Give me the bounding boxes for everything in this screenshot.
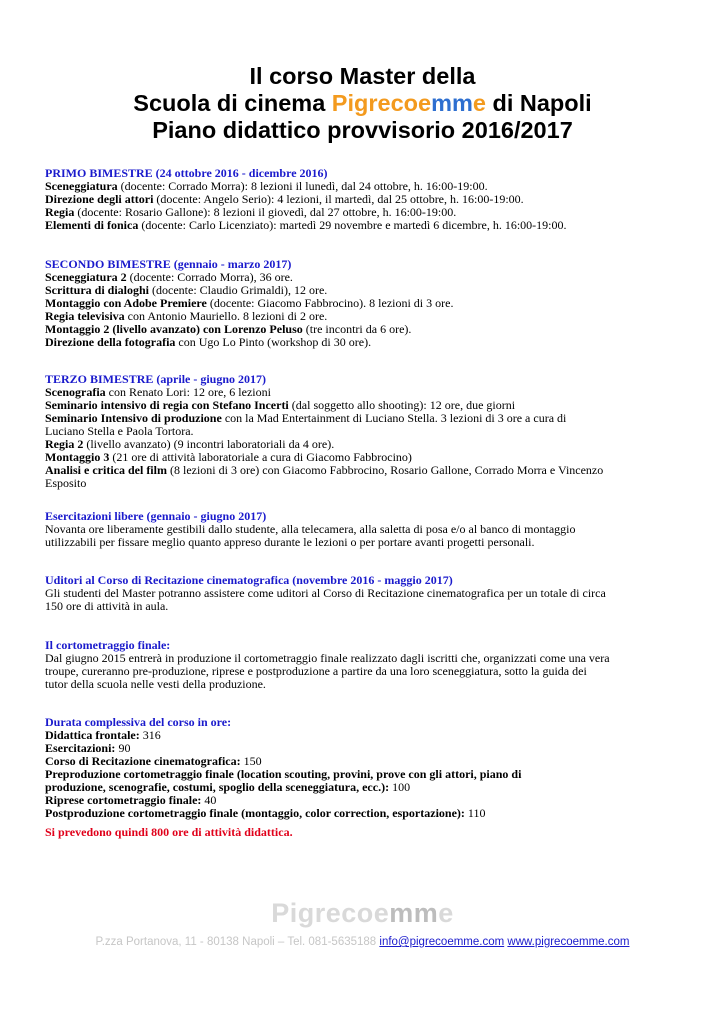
- course-detail: (tre incontri da 6 ore).: [302, 322, 412, 336]
- hours-label: produzione, scenografie, costumi, spoglio della sceneggiatura, ecc.):: [45, 780, 390, 794]
- address-text: P.zza Portanova, 11 - 80138 Napoli – Tel. 081-5635188: [95, 936, 380, 948]
- section-heading: Uditori al Corso di Recitazione cinematografica (novembre 2016 - maggio 2017): [45, 573, 453, 587]
- footer-logo: [0, 898, 725, 929]
- course-detail: (docente: Giacomo Fabbrocino). 8 lezioni di 3 ore.: [206, 296, 454, 310]
- hours-label: Postproduzione cortometraggio finale (montaggio, color correction, esportazione):: [45, 806, 465, 820]
- website-link[interactable]: www.pigrecoemme.com: [507, 936, 630, 948]
- hours-label: Riprese cortometraggio finale:: [45, 793, 202, 807]
- course-detail: con Antonio Mauriello. 8 lezioni di 2 ore.: [124, 309, 328, 323]
- hours-label: Didattica frontale:: [45, 728, 140, 742]
- course-name: Montaggio con Adobe Premiere: [45, 296, 207, 310]
- course-detail: (docente: Claudio Grimaldi), 12 ore.: [149, 283, 328, 297]
- section-secondo-bimestre: [45, 258, 685, 349]
- title-line-2-prefix: Scuola di cinema: [133, 90, 332, 116]
- section-heading: Durata complessiva del corso in ore:: [45, 715, 232, 729]
- course-name: Sceneggiatura: [45, 179, 118, 193]
- course-detail: (docente: Angelo Serio): 4 lezioni, il martedì, dal 25 ottobre, h. 16:00-19:00.: [153, 192, 524, 206]
- course-name: Direzione degli attori: [45, 192, 154, 206]
- section-cortometraggio: [45, 639, 685, 691]
- section-heading: Il cortometraggio finale:: [45, 638, 171, 652]
- section-esercitazioni-libere: [45, 510, 685, 549]
- title-brand-part-3: e: [472, 90, 486, 116]
- paragraph-line: tutor della scuola nelle vesti della produzione.: [45, 677, 266, 691]
- course-detail: (8 lezioni di 3 ore) con Giacomo Fabbrocino, Rosario Gallone, Corrado Morra e Vincenzo: [166, 463, 604, 477]
- course-name: Sceneggiatura 2: [45, 270, 127, 284]
- hours-value: 40: [201, 793, 217, 807]
- hours-value: 90: [115, 741, 131, 755]
- section-heading: Esercitazioni libere (gennaio - giugno 2017): [45, 509, 267, 523]
- section-heading: PRIMO BIMESTRE (24 ottobre 2016 - dicembre 2016): [45, 166, 328, 180]
- title-line-3: Piano didattico provvisorio 2016/2017: [152, 117, 573, 143]
- course-detail: con la Mad Entertainment di Luciano Stella. 3 lezioni di 3 ore a cura di: [221, 411, 567, 425]
- hours-line: [45, 729, 685, 742]
- hours-value: 100: [389, 780, 411, 794]
- course-detail: (docente: Rosario Gallone): 8 lezioni il giovedì, dal 27 ottobre, h. 16:00-19:00.: [74, 205, 457, 219]
- hours-value: 316: [139, 728, 161, 742]
- course-detail: (livello avanzato) (9 incontri laboratoriali da 4 ore).: [83, 437, 335, 451]
- paragraph-line: Novanta ore liberamente gestibili dallo studente, alla telecamera, alla saletta di posa e/o al banco di montaggio: [45, 522, 576, 536]
- title-brand-part-1: Pigrecoe: [331, 90, 432, 116]
- email-link[interactable]: info@pigrecoemme.com: [379, 936, 505, 948]
- section-durata: [45, 716, 685, 839]
- paragraph-line: Gli studenti del Master potranno assistere come uditori al Corso di Recitazione cinematografica per un totale di circa: [45, 586, 606, 600]
- course-name: Regia: [45, 205, 75, 219]
- title-line-2: [0, 90, 725, 117]
- footer-logo-part-1: Pigrecoe: [271, 898, 390, 928]
- section-terzo-bimestre: [45, 373, 685, 490]
- section-uditori: [45, 574, 685, 613]
- course-detail: (docente: Corrado Morra): 8 lezioni il lunedì, dal 24 ottobre, h. 16:00-19:00.: [117, 179, 488, 193]
- course-name: Regia televisiva: [45, 309, 125, 323]
- section-heading: TERZO BIMESTRE (aprile - giugno 2017): [45, 372, 267, 386]
- paragraph-line: Dal giugno 2015 entrerà in produzione il cortometraggio finale realizzato dagli iscritti che, organizzati come una vera: [45, 651, 610, 665]
- course-name: Scenografia: [45, 385, 106, 399]
- document-title: [0, 63, 725, 144]
- course-line: [45, 219, 685, 232]
- hours-label: Corso di Recitazione cinematografica:: [45, 754, 241, 768]
- course-name: Regia 2: [45, 437, 84, 451]
- title-line-1: Il corso Master della: [249, 63, 476, 89]
- course-name: Montaggio 3: [45, 450, 110, 464]
- course-detail: (docente: Carlo Licenziato): martedì 29 novembre e martedì 6 dicembre, h. 16:00-19:00.: [138, 218, 567, 232]
- footer-logo-part-3: e: [438, 898, 454, 928]
- hours-label: Preproduzione cortometraggio finale (location scouting, provini, prove con gli attori, piano di: [45, 767, 522, 781]
- hours-label: Esercitazioni:: [45, 741, 116, 755]
- course-name: Seminario Intensivo di produzione: [45, 411, 222, 425]
- total-hours-note: Si prevedono quindi 800 ore di attività didattica.: [45, 825, 293, 839]
- paragraph-line: utilizzabili per fissare meglio quanto appreso durante le lezioni o per portare avanti progetti personali.: [45, 535, 535, 549]
- course-name: Scrittura di dialoghi: [45, 283, 150, 297]
- course-name: Seminario intensivo di regia con Stefano Incerti: [45, 398, 289, 412]
- section-heading: SECONDO BIMESTRE (gennaio - marzo 2017): [45, 257, 292, 271]
- course-line: [45, 464, 685, 477]
- course-detail: con Ugo Lo Pinto (workshop di 30 ore).: [175, 335, 372, 349]
- course-detail: (docente: Corrado Morra), 36 ore.: [126, 270, 293, 284]
- hours-line: [45, 807, 685, 820]
- course-detail: (21 ore di attività laboratoriale a cura di Giacomo Fabbrocino): [109, 450, 412, 464]
- course-detail: (dal soggetto allo shooting): 12 ore, due giorni: [288, 398, 516, 412]
- title-line-2-suffix: di Napoli: [485, 90, 592, 116]
- title-brand-part-2: mm: [431, 90, 473, 116]
- section-primo-bimestre: [45, 167, 685, 232]
- course-name: Montaggio 2 (livello avanzato) con Lorenzo Peluso: [45, 322, 303, 336]
- course-name: Elementi di fonica: [45, 218, 139, 232]
- paragraph-line: troupe, cureranno pre-produzione, riprese e postproduzione a partire da una loro sceneggiatura, sotto la guida dei: [45, 664, 587, 678]
- course-name: Analisi e critica del film: [45, 463, 167, 477]
- footer-logo-part-2: mm: [389, 898, 439, 928]
- course-line-continuation: Esposito: [45, 476, 87, 490]
- hours-value: 150: [240, 754, 262, 768]
- course-detail: con Renato Lori: 12 ore, 6 lezioni: [105, 385, 271, 399]
- course-line: [45, 336, 685, 349]
- course-name: Direzione della fotografia: [45, 335, 176, 349]
- footer-address: [0, 936, 725, 948]
- hours-value: 110: [464, 806, 486, 820]
- course-line-continuation: Luciano Stella e Paola Tortora.: [45, 424, 194, 438]
- paragraph-line: 150 ore di attività in aula.: [45, 599, 169, 613]
